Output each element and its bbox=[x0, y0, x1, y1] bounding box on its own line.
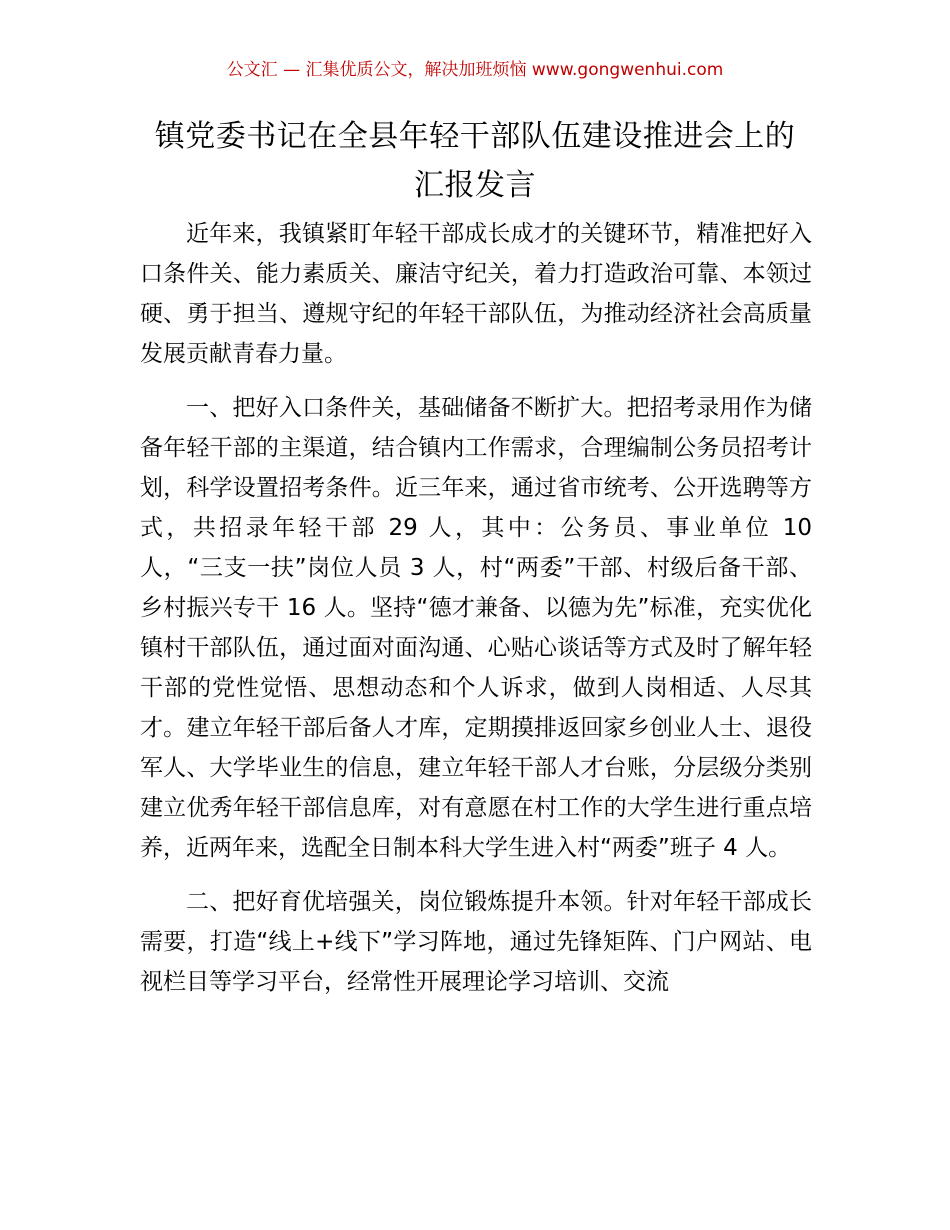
document-title: 镇党委书记在全县年轻干部队伍建设推进会上的汇报发言 bbox=[154, 119, 796, 203]
document-body bbox=[140, 214, 812, 1016]
paragraph-section-one: 一、把好入口条件关，基础储备不断扩大。把招考录用作为储备年轻干部的主渠道，结合镇内工作需求，合理编制公务员招考计划，科学设置招考条件。近三年来，通过省市统考、公开选聘等方式，共招录年轻干部 29 人，其中：公务员、事业单位 10 人，“三支一扶”岗位人员 3 人，村“两委”干部、村级后备干部、乡村振兴专干 16 人。坚持“德才兼备、以德为先”标准，充实优化镇村干部队伍，通过面对面沟通、心贴心谈话等方式及时了解年轻干部的党性觉悟、思想动态和个人诉求，做到人岗相适、人尽其才。建立年轻干部后备人才库，定期摸排返回家乡创业人士、退役军人、大学毕业生的信息，建立年轻干部人才台账，分层级分类别建立优秀年轻干部信息库，对有意愿在村工作的大学生进行重点培养，近两年来，选配全日制本科大学生进入村“两委”班子 4 人。 bbox=[140, 395, 812, 861]
paragraph-section-two: 二、把好育优培强关，岗位锻炼提升本领。针对年轻干部成长需要，打造“线上+线下”学习阵地，通过先锋矩阵、门户网站、电视栏目等学习平台，经常性开展理论学习培训、交流 bbox=[140, 889, 812, 995]
site-header-banner: 公文汇 — 汇集优质公文，解决加班烦恼 www.gongwenhui.com bbox=[226, 60, 724, 80]
paragraph-intro: 近年来，我镇紧盯年轻干部成长成才的关键环节，精准把好入口条件关、能力素质关、廉洁守纪关，着力打造政治可靠、本领过硬、勇于担当、遵规守纪的年轻干部队伍，为推动经济社会高质量发展贡献青春力量。 bbox=[140, 221, 812, 367]
